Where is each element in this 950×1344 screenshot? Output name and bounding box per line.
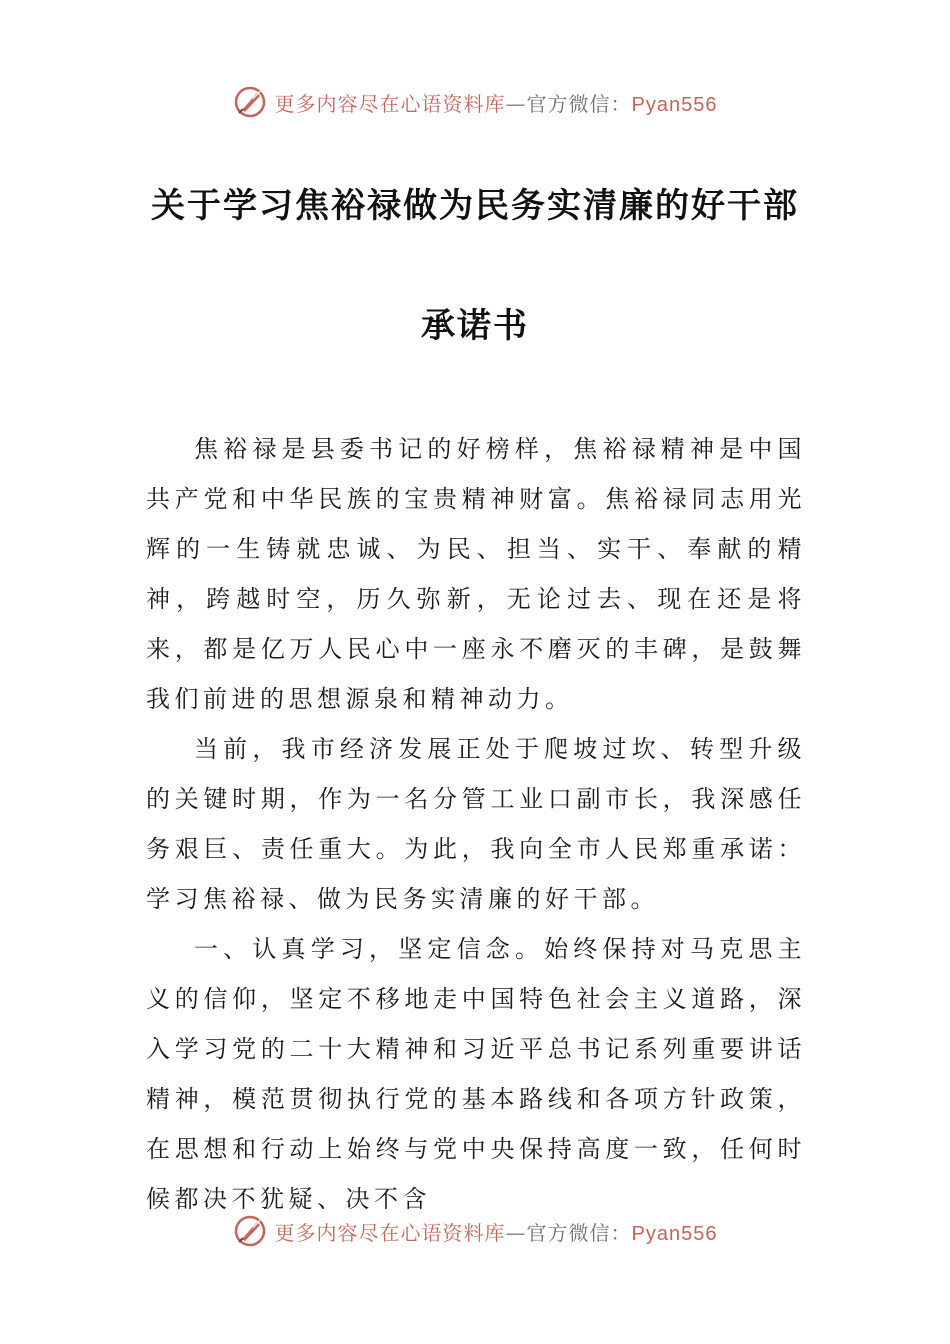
document-title-line-2: 承诺书 [421, 306, 529, 346]
document-title-line-1: 关于学习焦裕禄做为民务实清廉的好干部 [151, 186, 799, 226]
paragraph: 当前，我市经济发展正处于爬坡过坎、转型升级的关键时期，作为一名分管工业口副市长，我深感任务艰巨、责任重大。为此，我向全市人民郑重承诺：学习焦裕禄、做为民务实清廉的好干部。 [146, 735, 806, 913]
banner-dash: — [505, 91, 527, 116]
banner-text [275, 88, 718, 117]
document-body [146, 424, 806, 1224]
banner-wechat-label: 官方微信： [526, 1220, 632, 1245]
banner-text [275, 1217, 718, 1246]
banner-main-text: 更多内容尽在心语资料库 [274, 1220, 506, 1245]
paragraph: 一、认真学习，坚定信念。始终保持对马克思主义的信仰，坚定不移地走中国特色社会主义道路，深入学习党的二十大精神和习近平总书记系列重要讲话精神，模范贯彻执行党的基本路线和各项方针政策，在思想和行动上始终与党中央保持高度一致，任何时候都决不犹疑、决不含 [146, 935, 806, 1213]
quill-pen-logo-icon [233, 1214, 267, 1248]
banner-dash: — [505, 1220, 527, 1245]
banner-wechat-label: 官方微信： [526, 91, 632, 116]
header-banner [0, 82, 950, 122]
banner-wechat-id: Pyan556 [631, 93, 718, 116]
banner-main-text: 更多内容尽在心语资料库 [274, 91, 506, 116]
quill-pen-logo-icon [233, 85, 267, 119]
paragraph: 焦裕禄是县委书记的好榜样，焦裕禄精神是中国共产党和中华民族的宝贵精神财富。焦裕禄同志用光辉的一生铸就忠诚、为民、担当、实干、奉献的精神，跨越时空，历久弥新，无论过去、现在还是将来，都是亿万人民心中一座永不磨灭的丰碑，是鼓舞我们前进的思想源泉和精神动力。 [146, 435, 806, 713]
banner-wechat-id: Pyan556 [631, 1222, 718, 1245]
footer-banner [0, 1211, 950, 1251]
